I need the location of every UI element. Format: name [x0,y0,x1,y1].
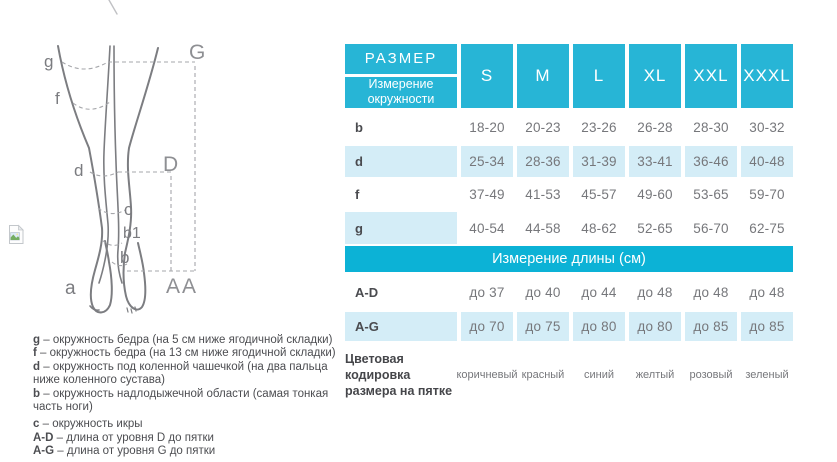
row-label: A-D [355,284,379,300]
row-label: b [355,119,363,135]
table-cell: до 44 [581,284,617,300]
legend-key: c [33,418,40,431]
legend-text: – окружность икры [42,418,143,431]
label-g: g [44,52,54,71]
size-column-header: XL [629,44,681,108]
table-cell: до 48 [637,284,673,300]
table-cell: 31-39 [573,146,625,177]
label-d: d [74,161,84,180]
heel-color-row-label: Цветовая кодировка размера на пятке [345,351,453,399]
table-cell: до 75 [517,312,569,341]
table-cell: до 80 [573,312,625,341]
table-cell: 18-20 [469,119,505,135]
circumference-header: Измерение окружности [345,77,457,108]
table-cell: 49-60 [637,187,673,202]
legend-item [33,445,351,458]
table-cell: 40-54 [469,220,505,236]
heel-color-cell: коричневый [456,369,518,381]
table-cell: 40-48 [741,146,793,177]
table-cell: 26-28 [637,119,673,135]
legend-text: – длина от уровня G до пятки [57,445,216,458]
c-measure-arc [98,208,125,214]
legend-key: d [33,360,41,373]
size-column-header: XXXL [741,44,793,108]
label-f: f [55,89,60,108]
row-label: f [355,187,360,202]
heel-color-cell: зеленый [745,369,789,381]
heel-color-cell: желтый [635,369,675,381]
table-cell: 33-41 [629,146,681,177]
table-cell: 41-53 [525,187,561,202]
legend-item [33,432,351,445]
table-cell: до 80 [629,312,681,341]
table-cell: до 40 [525,284,561,300]
legend-key: b [33,387,41,400]
table-cell: 45-57 [581,187,617,202]
broken-image-icon [8,224,25,245]
size-column-header: L [573,44,625,108]
measurement-legend [33,334,351,459]
legend-item [33,334,351,347]
size-table [345,44,793,407]
legend-text: – окружность надлодыжечной области (самая тонкая часть ноги) [33,387,329,414]
legend-text: – окружность бедра (на 5 см ниже ягодичной складки) [43,334,333,346]
heel-color-cell: розовый [689,369,733,381]
legend-key: g [33,334,41,346]
size-column-header: S [461,44,513,108]
table-cell: до 70 [461,312,513,341]
f-measure-arc [73,102,110,109]
label-a: a [65,278,76,299]
length-section-banner: Измерение длины (см) [345,246,793,272]
table-cell: 59-70 [749,187,785,202]
table-cell: 36-46 [685,146,737,177]
legend-item [33,347,351,360]
table-cell: до 48 [693,284,729,300]
table-cell: до 48 [749,284,785,300]
label-b: b [120,248,130,267]
right-leg-outline [124,48,158,310]
row-label: A-G [345,312,457,341]
table-cell: 23-26 [581,119,617,135]
table-header-label-cell [345,44,457,108]
row-label: d [345,146,457,177]
heel-color-cell: красный [521,369,565,381]
table-cell: 62-75 [749,220,785,236]
label-AA: AA [166,275,199,298]
table-cell: 28-36 [517,146,569,177]
table-cell: 37-49 [469,187,505,202]
legend-key: A-D [33,431,54,444]
legend-item [33,361,351,388]
table-cell: 20-23 [525,119,561,135]
hip-line-fragment [109,0,117,14]
label-c: c [124,200,133,219]
table-cell: 52-65 [637,220,673,236]
table-cell: 30-32 [749,119,785,135]
size-header: РАЗМЕР [345,44,457,74]
label-b1: b1 [123,225,141,242]
table-cell: до 37 [469,284,505,300]
table-cell: 25-34 [461,146,513,177]
legend-text: – окружность под коленной чашечкой (на два пальца ниже коленного сустава) [33,360,328,387]
table-cell: 56-70 [693,220,729,236]
table-cell: 44-58 [525,220,561,236]
legend-text: – длина от уровня D до пятки [56,431,214,444]
legend-key: f [33,347,37,360]
label-D: D [163,153,179,176]
label-G: G [189,41,206,64]
row-label: g [345,212,457,244]
table-cell: до 85 [685,312,737,341]
size-column-header: XXL [685,44,737,108]
legend-item [33,388,351,415]
legend-item [33,418,351,431]
table-cell: 48-62 [581,220,617,236]
table-cell: 28-30 [693,119,729,135]
table-cell: до 85 [741,312,793,341]
g-measure-arc [62,62,108,69]
legend-key: A-G [33,445,55,458]
legend-text: – окружность бедра (на 13 см ниже ягодичной складки) [40,347,336,360]
heel-color-cell: синий [583,369,614,381]
table-cell: 53-65 [693,187,729,202]
leg-measurement-diagram [28,0,238,340]
size-column-header: M [517,44,569,108]
